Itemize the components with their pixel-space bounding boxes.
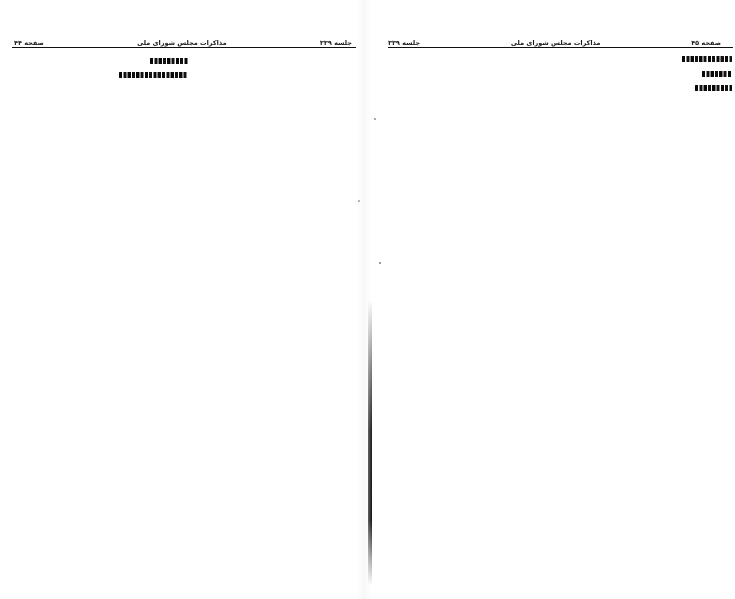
speaker-block-rais <box>566 71 732 77</box>
page-44-publication-title: مذاکرات مجلس شورای ملی <box>137 38 227 47</box>
page-44-page-number: صفحه ۴۴ <box>14 38 44 47</box>
speaker-block-payandeh <box>566 85 732 91</box>
page-45 <box>368 0 735 599</box>
scan-edge-shadow <box>368 0 372 599</box>
speaker-name-rais <box>702 71 732 77</box>
page-45-columns <box>384 56 732 100</box>
page-44-running-head <box>14 28 352 46</box>
page-45-publication-title: مذاکرات مجلس شورای ملی <box>510 38 601 47</box>
page-45-col-outer <box>562 56 732 100</box>
speaker-block-fouladvand <box>566 56 732 62</box>
page-44-col-outer <box>10 56 188 87</box>
page-45-session-number: جلسه ۳۳۹ <box>388 38 421 47</box>
page-44-col-inner <box>188 56 360 87</box>
page-45-header-rule <box>388 47 733 48</box>
speaker-name-fouladvand <box>682 56 732 62</box>
speaker-block-payandeh <box>16 58 188 64</box>
speaker-block-sheikholeslami <box>16 72 188 78</box>
page-44-columns <box>10 56 360 87</box>
page-45-running-head <box>388 28 721 46</box>
speaker-name-sheikholeslami <box>119 72 188 78</box>
speaker-name-payandeh <box>695 85 732 91</box>
page-44-header-rule <box>12 47 356 48</box>
speaker-name-payandeh <box>150 58 188 64</box>
page-44-session-number: جلسه ۳۳۹ <box>319 38 352 47</box>
page-45-col-inner <box>384 56 562 100</box>
page-45-page-number: صفحه ۴۵ <box>691 38 721 47</box>
